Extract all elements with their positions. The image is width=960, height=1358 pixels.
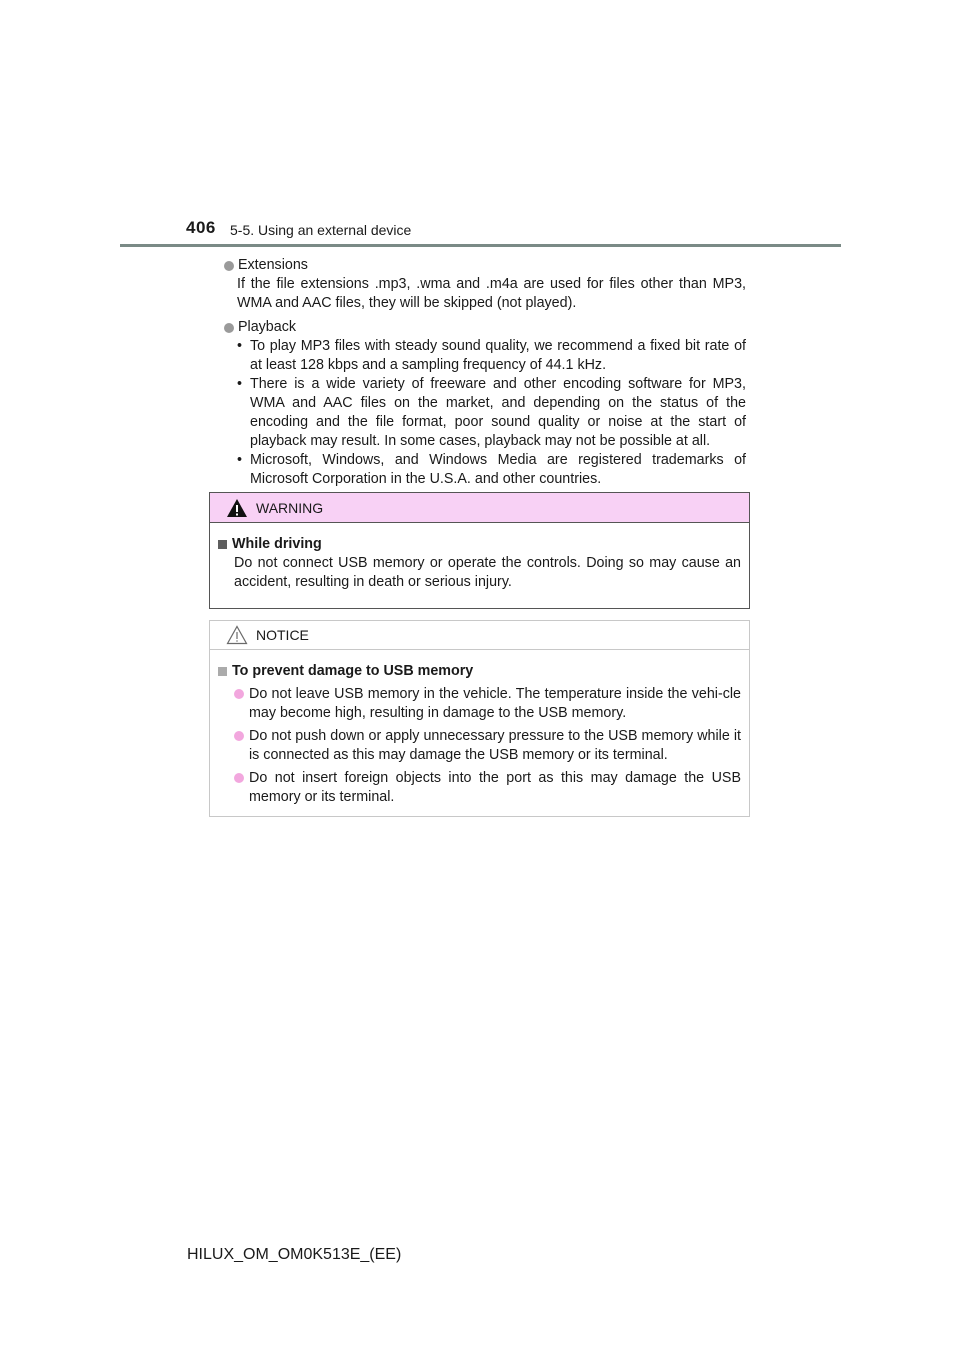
warning-triangle-icon [226,498,248,518]
page-number: 406 [186,218,216,237]
list-item: • Microsoft, Windows, and Windows Media are registered trademarks of Microsoft Corporation in the U.S.A. and other countries. [237,451,746,489]
warning-item-heading: While driving [232,536,322,552]
playback-list [224,337,746,489]
list-item: Do not insert foreign objects into the port as this may damage the USB memory or its terminal. [218,769,741,807]
list-item: Do not push down or apply unnecessary pressure to the USB memory while it is connected as this may damage the USB memory or its terminal. [218,727,741,765]
header-rule [120,244,841,247]
extensions-topic [224,256,746,313]
warning-item-text: Do not connect USB memory or operate the controls. Doing so may cause an accident, resulting in death or serious injury. [234,555,741,590]
playback-heading: Playback [238,319,297,335]
list-item: • There is a wide variety of freeware and other encoding software for MP3, WMA and AAC files on the market, and depending on the status of the encoding and the file format, poor sound quality or noise at the start of playback may result. In some cases, playback may not be possible at all. [237,375,746,451]
bullet-dot-icon [234,773,244,783]
list-item: Do not leave USB memory in the vehicle. The temperature inside the vehi-cle may become high, resulting in damage to the USB memory. [218,685,741,723]
section-title: 5-5. Using an external device [230,222,412,238]
notice-box [209,620,750,817]
bullet-dot-icon [224,261,234,271]
warning-title: WARNING [256,499,324,516]
notice-header [210,621,749,650]
notice-item-heading: To prevent damage to USB memory [232,663,474,679]
extensions-heading: Extensions [238,257,308,273]
square-bullet-icon [218,667,227,676]
document-code: HILUX_OM_OM0K513E_(EE) [187,1246,402,1263]
playback-topic [224,318,746,489]
main-content [224,256,746,494]
square-bullet-icon [218,540,227,549]
extensions-text: If the file extensions .mp3, .wma and .m4a are used for files other than MP3, WMA and AAC files, they will be skipped (not played). [237,276,746,311]
warning-header [210,493,749,523]
notice-title: NOTICE [256,627,309,643]
bullet-dot-icon [234,731,244,741]
warning-box [209,492,750,609]
list-item: • To play MP3 files with steady sound quality, we recommend a fixed bit rate of at least 128 kbps and a sampling frequency of 44.1 kHz. [237,337,746,375]
bullet-dot-icon [224,323,234,333]
bullet-dot-icon [234,689,244,699]
caution-triangle-icon [226,625,248,645]
